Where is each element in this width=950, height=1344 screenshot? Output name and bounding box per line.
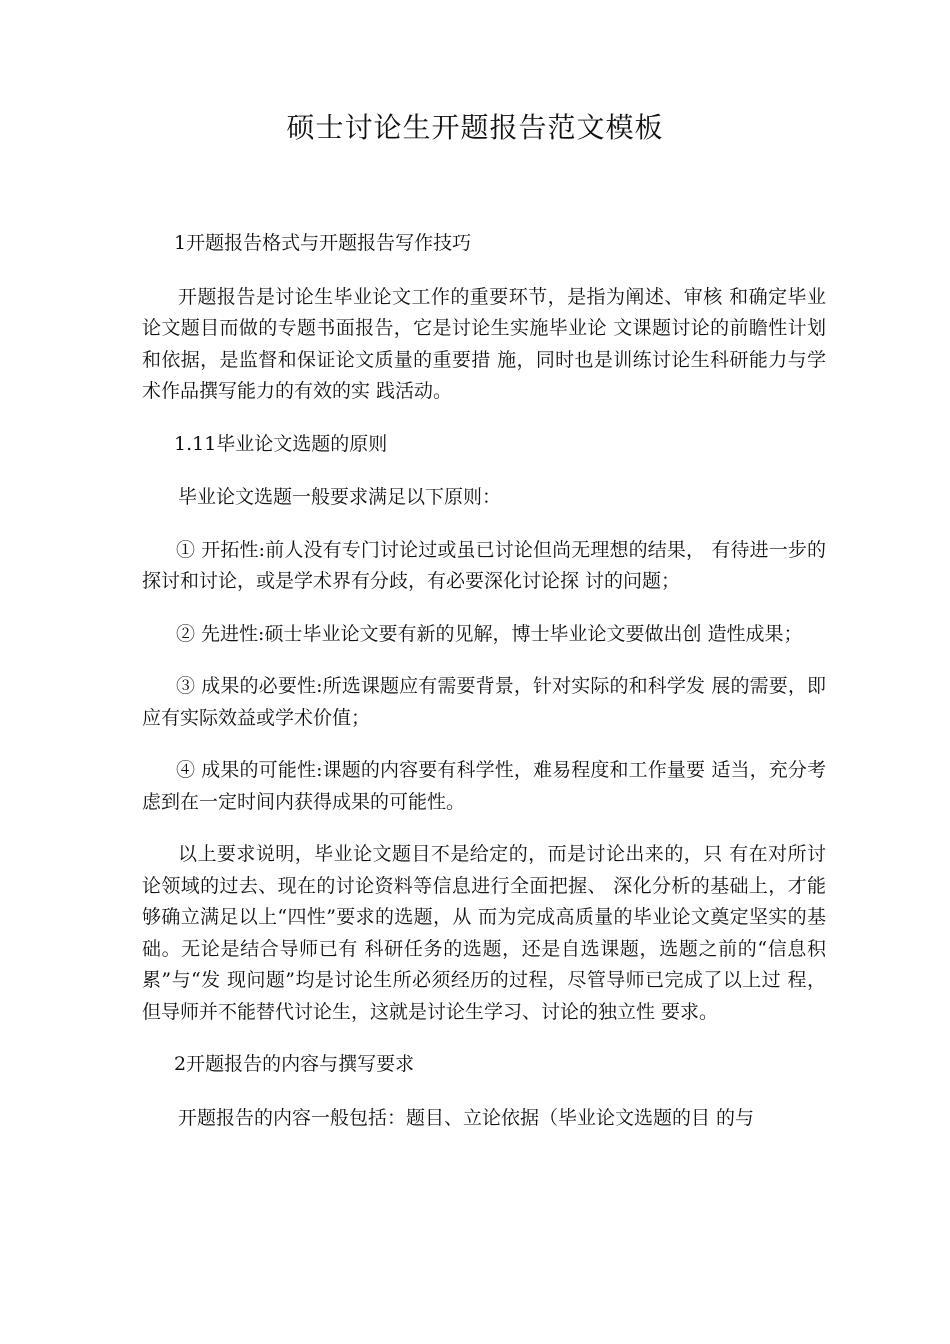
paragraph-content-lead: 开题报告的内容一般包括：题目、立论依据（毕业论文选题的目 的与 [178,1106,755,1129]
document-title: 硕士讨论生开题报告范文模板 [286,111,664,144]
paragraph-explanation: 以上要求说明，毕业论文题目不是给定的，而是讨论出来的，只 有在对所讨论领域的过去、现在的讨论资料等信息进行全面把握、 深化分析的基础上，才能够确立满足以上“四性”要求的选题，从 而为完成高质量的毕业论文奠定坚实的基础。无论是结合导师已有 科研任务的选题，还是自选课题，选题之前的“信息积累”与“发 现问题”均是讨论生所必须经历的过程，尽管导师已完成了以上过 程，但导师并不能替代讨论生，这就是讨论生学习、讨论的独立性 要求。 [142,843,826,1023]
list-item-advanced: ② 先进性:硕士毕业论文要有新的见解，博士毕业论文要做出创 造性成果； [176,622,803,645]
document-body [142,228,826,1155]
section-heading-1-11: 1.11毕业论文选题的原则 [174,432,388,455]
list-item-feasibility: ④ 成果的可能性:课题的内容要有科学性，难易程度和工作量要 适当，充分考虑到在一定时间内获得成果的可能性。 [142,759,826,813]
section-heading-1: 1开题报告格式与开题报告写作技巧 [174,232,472,254]
list-item-necessity: ③ 成果的必要性:所选课题应有需要背景，针对实际的和科学发 展的需要，即应有实际效益或学术价值； [142,675,826,729]
section-heading-2: 2开题报告的内容与撰写要求 [174,1053,415,1075]
paragraph-intro: 开题报告是讨论生毕业论文工作的重要环节，是指为阐述、审核 和确定毕业论文题目而做的专题书面报告，它是讨论生实施毕业论 文课题讨论的前瞻性计划和依据，是监督和保证论文质量的重要措 施，同时也是训练讨论生科研能力与学术作品撰写能力的有效的实 践活动。 [142,285,826,402]
paragraph-principles-lead: 毕业论文选题一般要求满足以下原则： [178,486,502,508]
list-item-pioneering: ① 开拓性:前人没有专门讨论过或虽已讨论但尚无理想的结果， 有待进一步的探讨和讨论，或是学术界有分歧，有必要深化讨论探 讨的问题； [142,538,826,592]
